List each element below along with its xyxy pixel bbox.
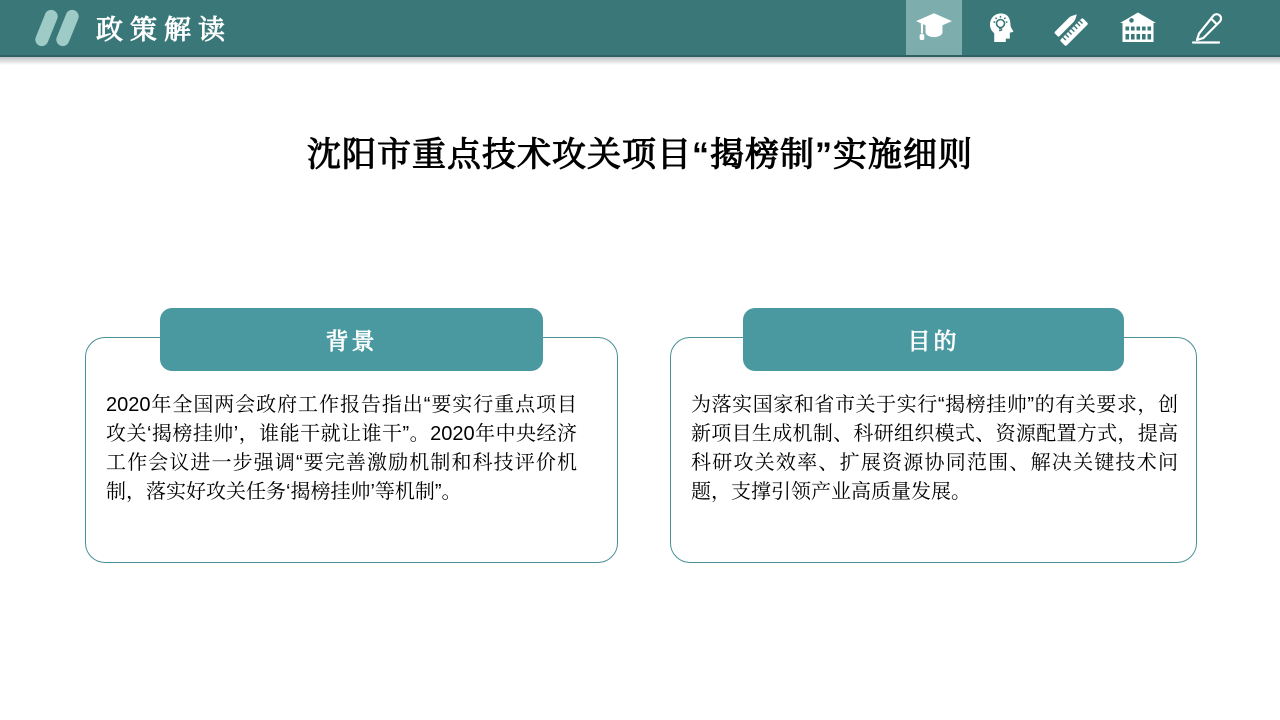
card-purpose-body: 为落实国家和省市关于实行“揭榜挂帅”的有关要求，创新项目生成机制、科研组织模式、资源配置方式，提高科研攻关效率、扩展资源协同范围、解决关键技术问题，支撑引领产业高质量发展。 [670,337,1197,563]
graduation-cap-icon [915,12,953,44]
header-icon-strip [906,0,1234,55]
nav-tile-school[interactable] [1110,0,1166,55]
card-purpose [670,308,1197,563]
card-purpose-header: 目的 [743,308,1124,371]
head-idea-icon [985,11,1019,45]
card-background-header: 背景 [160,308,543,371]
pencil-ruler-icon [1052,10,1088,46]
nav-tile-idea[interactable] [974,0,1030,55]
card-background-body: 2020年全国两会政府工作报告指出“要实行重点项目攻关‘揭榜挂帅’，谁能干就让谁干”。2020年中央经济工作会议进一步强调“要完善激励机制和科技评价机制，落实好攻关任务‘揭榜挂帅’等机制”。 [85,337,618,563]
header-shadow [0,57,1280,65]
school-building-icon [1118,11,1158,45]
header-title: 政策解读 [96,15,232,45]
nav-tile-edit[interactable] [1178,0,1234,55]
slash-logo-icon [40,9,74,47]
header-bar [0,0,1280,57]
slash-mark [54,7,80,47]
nav-tile-tools[interactable] [1042,0,1098,55]
card-background [85,308,618,563]
pencil-edit-icon [1188,11,1224,45]
page-title: 沈阳市重点技术攻关项目“揭榜制”实施细则 [307,136,973,174]
nav-tile-graduation[interactable] [906,0,962,55]
